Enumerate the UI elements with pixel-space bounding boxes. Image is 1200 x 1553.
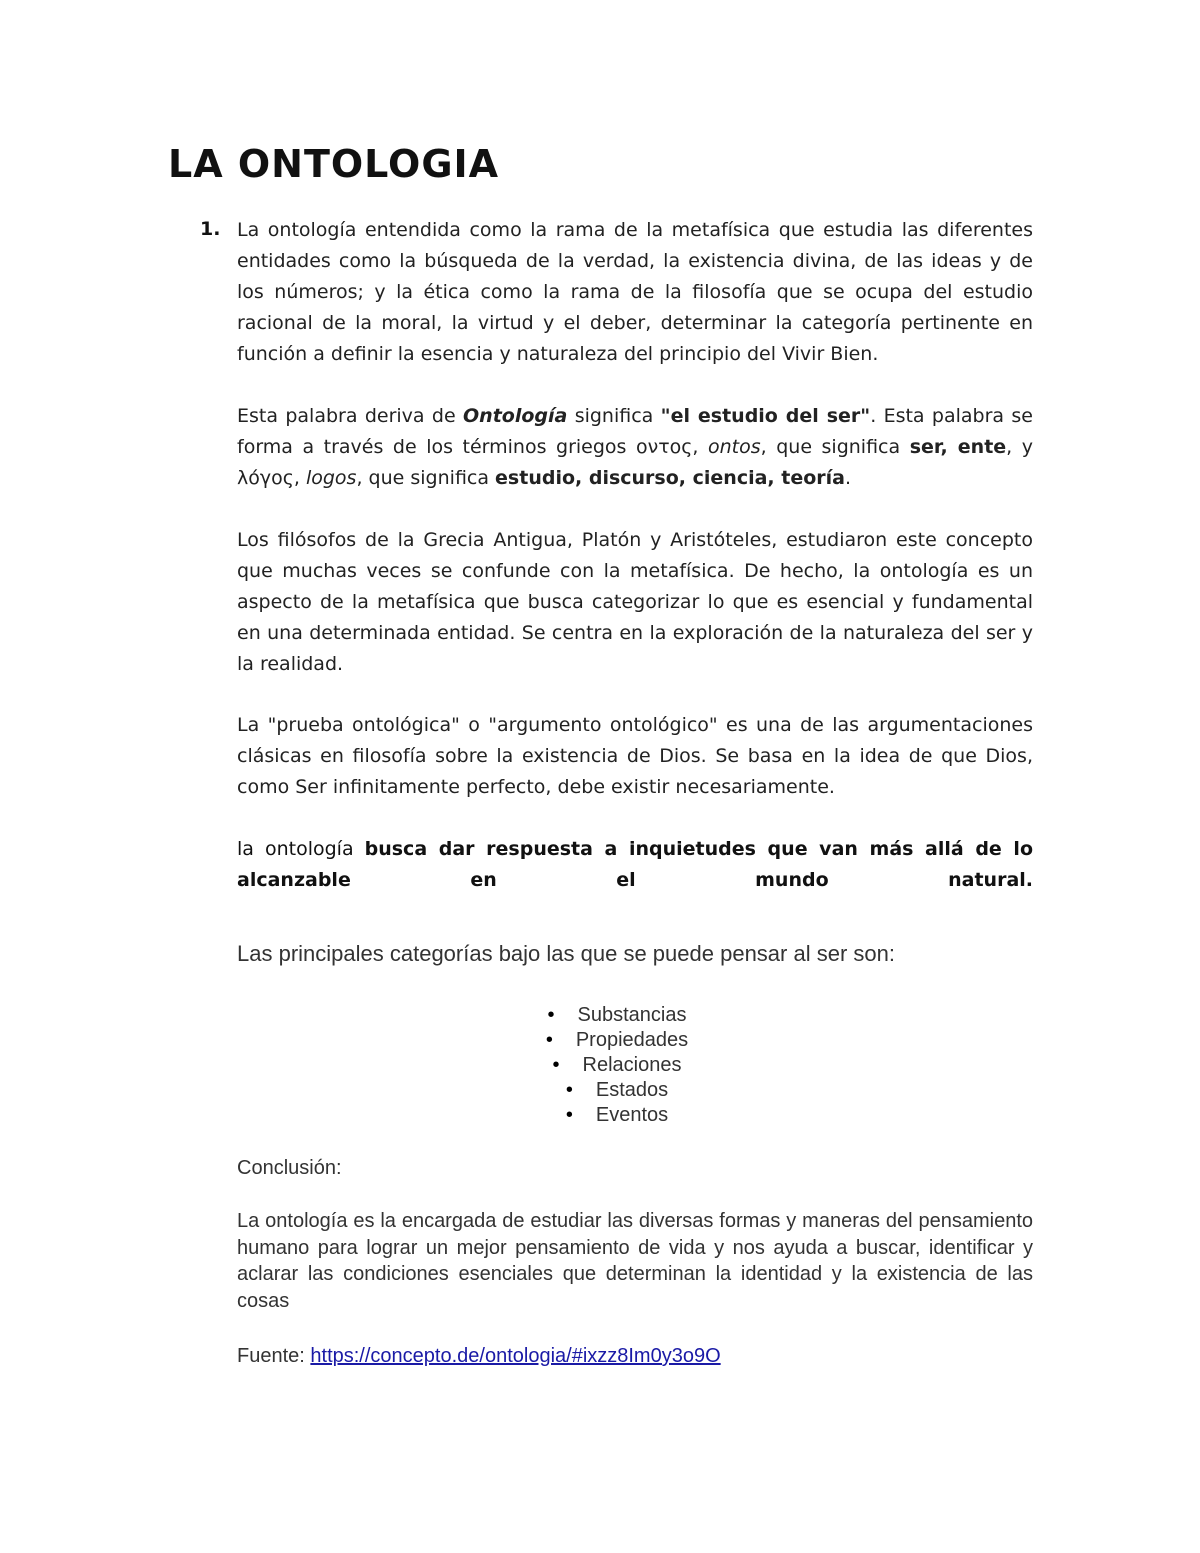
list-item (237, 1053, 997, 1078)
category-label: Substancias (577, 1004, 687, 1026)
paragraph-etymology (237, 401, 1033, 494)
category-label: Relaciones (582, 1054, 682, 1076)
source-label: Fuente: (237, 1345, 311, 1367)
list-item (237, 1003, 997, 1028)
category-label: Eventos (595, 1104, 669, 1126)
purpose-text: la ontología (237, 838, 365, 860)
purpose-bold: busca dar respuesta a inquietudes que van más allá de lo alcanzable en el mundo natural. (237, 838, 1033, 891)
etymology-term: Ontología (463, 405, 568, 427)
etymology-text: , que significa (356, 467, 496, 489)
etymology-meaning: "el estudio del ser" (660, 405, 871, 427)
list-item (237, 1078, 997, 1103)
paragraph-definition: La ontología entendida como la rama de la metafísica que estudia las diferentes entidades como la búsqueda de la verdad, la existencia divina, de las ideas y de los números; y la ética como la rama de la filosofía que se ocupa del estudio racional de la moral, la virtud y el deber, determinar la categoría pertinente en función a definir la esencia y naturaleza del principio del Vivir Bien. (237, 219, 1033, 365)
etymology-text: , que significa (760, 436, 910, 458)
etymology-ontos: ontos (708, 436, 761, 458)
paragraph-ontological-argument: La "prueba ontológica" o "argumento ontológico" es una de las argumentaciones clásicas en filosofía sobre la existencia de Dios. Se basa en la idea de que Dios, como Ser infinitamente perfecto, debe existir necesariamente. (237, 714, 1033, 798)
paragraph-history: Los filósofos de la Grecia Antigua, Platón y Aristóteles, estudiaron este concepto que muchas veces se confunde con la metafísica. De hecho, la ontología es un aspecto de la metafísica que busca categorizar lo que es esencial y fundamental en una determinada entidad. Se centra en la exploración de la naturaleza del ser y la realidad. (237, 529, 1033, 675)
etymology-logos: logos (305, 467, 357, 489)
document-title: LA ONTOLOGIA (168, 142, 500, 186)
category-label: Estados (595, 1079, 669, 1101)
bullet-icon: • (565, 1104, 573, 1126)
categories-list (237, 1003, 997, 1128)
bullet-icon: • (547, 1004, 555, 1026)
paragraph-purpose (237, 834, 1033, 896)
conclusion-heading: Conclusión: (237, 1157, 342, 1179)
etymology-text: , y λόγος, (237, 436, 1033, 489)
list-item (237, 1103, 997, 1128)
bullet-icon: • (545, 1029, 553, 1051)
conclusion-paragraph: La ontología es la encargada de estudiar las diversas formas y maneras del pensamiento humano para lograr un mejor pensamiento de vida y nos ayuda a buscar, identificar y aclarar las condiciones esenciales que determinan la identidad y la existencia de las cosas (237, 1210, 1033, 1312)
categories-intro: Las principales categorías bajo las que se puede pensar al ser son: (237, 941, 895, 966)
source-link[interactable]: https://concepto.de/ontologia/#ixzz8Im0y3o9O (310, 1345, 721, 1367)
bullet-icon: • (552, 1054, 560, 1076)
list-number: 1. (200, 218, 221, 240)
list-item (237, 1028, 997, 1053)
category-label: Propiedades (575, 1029, 689, 1051)
etymology-ser-ente: ser, ente (909, 436, 1007, 458)
etymology-text: . Esta palabra se forma a través de los términos griegos οντος, (237, 405, 1034, 458)
etymology-text: significa (567, 405, 661, 427)
source-line (237, 1343, 1033, 1369)
etymology-text: . (844, 467, 852, 489)
etymology-text: Esta palabra deriva de (237, 405, 464, 427)
etymology-logos-meaning: estudio, discurso, ciencia, teoría (495, 467, 845, 489)
bullet-icon: • (565, 1079, 573, 1101)
